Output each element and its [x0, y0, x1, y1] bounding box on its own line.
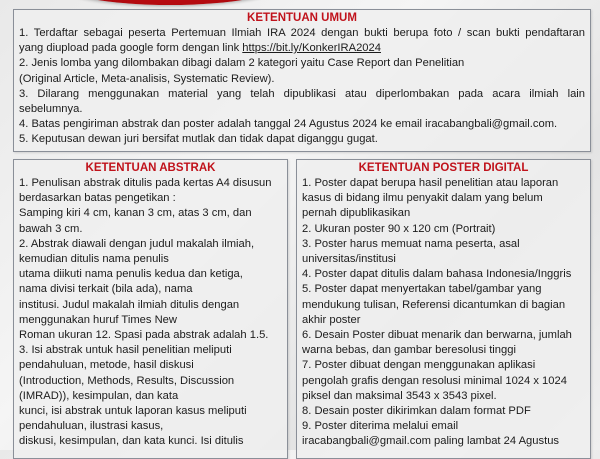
rule-line: diskusi, kesimpulan, dan kata kunci. Isi ditulis — [19, 435, 244, 448]
section-title: KETENTUAN POSTER DIGITAL — [358, 162, 529, 174]
rule-1a: 1. Terdaftar sebagai peserta Pertemuan Ilmiah IRA 2024 dengan bukti berupa foto / scan bukti pendaftaran — [19, 27, 585, 39]
rule-line: pernah dipublikasikan — [302, 207, 411, 220]
rule-line: pendahuluan, metode, hasil diskusi — [19, 359, 194, 372]
rule-line: warna bebas, dan gambar beresolusi tinggi — [302, 344, 516, 357]
rule-line: universitas/institusi — [302, 253, 396, 266]
rule-line: 1. Penulisan abstrak ditulis pada kertas A4 disusun — [19, 177, 272, 189]
rule-line: 3. Isi abstrak untuk hasil penelitian meliputi — [19, 344, 232, 357]
rule-5: 5. Keputusan dewan juri bersifat mutlak dan tidak dapat diganggu gugat. — [19, 133, 378, 146]
rule-line: kemudian ditulis nama penulis — [19, 253, 169, 266]
rule-line: 2. Ukuran poster 90 x 120 cm (Portrait) — [302, 222, 496, 235]
rule-line: 6. Desain Poster dibuat menarik dan berwarna, jumlah — [302, 329, 572, 342]
rule-line: utama diikuti nama penulis kedua dan ketiga, — [19, 268, 243, 281]
rule-line: menggunakan huruf Times New — [19, 313, 177, 326]
header-banner — [55, 0, 285, 5]
rule-line: institusi. Judul makalah ilmiah ditulis dengan — [19, 298, 240, 311]
rule-2a: 2. Jenis lomba yang dilombakan dibagi dalam 2 kategori yaitu Case Report dan Penelitian — [19, 57, 465, 70]
rule-4: 4. Batas pengiriman abstrak dan poster adalah tanggal 24 Agustus 2024 ke email iracabangbali@gmail.com. — [19, 118, 558, 131]
rule-1b — [19, 41, 585, 56]
rule-line: kunci, isi abstrak untuk laporan kasus meliputi — [19, 405, 247, 418]
ketentuan-abstrak-section — [13, 159, 288, 459]
rule-line: nama divisi terkait (bila ada), nama — [19, 283, 193, 296]
rule-line: iracabangbali@gmail.com paling lambat 24 Agustus — [302, 435, 560, 448]
rule-line: pendahuluan, ilustrasi kasus, — [19, 420, 164, 433]
rule-1b-text: yang diupload pada google form dengan link — [19, 42, 243, 55]
rule-line: 3. Poster harus memuat nama peserta, asal — [302, 237, 520, 250]
rule-line: akhir poster — [302, 313, 361, 326]
rule-line: 1. Poster dapat berupa hasil penelitian atau laporan — [302, 177, 559, 189]
rule-line: Roman ukuran 12. Spasi pada abstrak adalah 1.5. — [19, 329, 269, 342]
ketentuan-poster-section — [296, 159, 591, 459]
rule-line: (IMRAD)), kesimpulan, dan kata — [19, 389, 179, 402]
rule-2b: (Original Article, Meta-analisis, Systematic Review). — [19, 72, 275, 85]
rule-line: (Introduction, Methods, Results, Discussion — [19, 374, 235, 387]
rule-3b: sebelumnya. — [19, 103, 83, 116]
section-title: KETENTUAN ABSTRAK — [85, 162, 216, 174]
rule-line: Samping kiri 4 cm, kanan 3 cm, atas 3 cm, dan — [19, 207, 252, 220]
rule-line: pengolah grafis dengan resolusi minimal 1024 x 1024 — [302, 374, 567, 387]
rule-line: 5. Poster dapat menyertakan tabel/gambar yang — [302, 283, 542, 296]
rule-line: 7. Poster dibuat dengan menggunakan aplikasi — [302, 359, 536, 372]
registration-link[interactable]: https://bit.ly/KonkerIRA2024 — [242, 42, 381, 55]
rule-line: 2. Abstrak diawali dengan judul makalah ilmiah, — [19, 237, 255, 250]
rule-line: bawah 3 cm. — [19, 222, 83, 235]
poster-rules — [302, 176, 585, 450]
rule-line: berdasarkan batas pengetikan : — [19, 192, 176, 205]
rule-line: 4. Poster dapat ditulis dalam bahasa Indonesia/Inggris — [302, 268, 572, 281]
rule-line: 8. Desain poster dikirimkan dalam format PDF — [302, 405, 531, 418]
rule-line: piksel dan maksimal 3543 x 3543 pixel. — [302, 389, 497, 402]
rule-line: 9. Poster diterima melalui email — [302, 420, 459, 433]
rule-line: kasus di bidang ilmu penyakit dalam yang belum — [302, 192, 543, 205]
rule-line: mendukung tulisan, Referensi dicantumkan di bagian — [302, 298, 566, 311]
abstrak-rules — [19, 176, 282, 450]
ketentuan-umum-section — [13, 9, 591, 152]
rule-3a: 3. Dilarang menggunakan material yang telah dipublikasi atau diperlombakan pada acara ilmiah lain — [19, 87, 585, 100]
section-title: KETENTUAN UMUM — [247, 12, 357, 24]
